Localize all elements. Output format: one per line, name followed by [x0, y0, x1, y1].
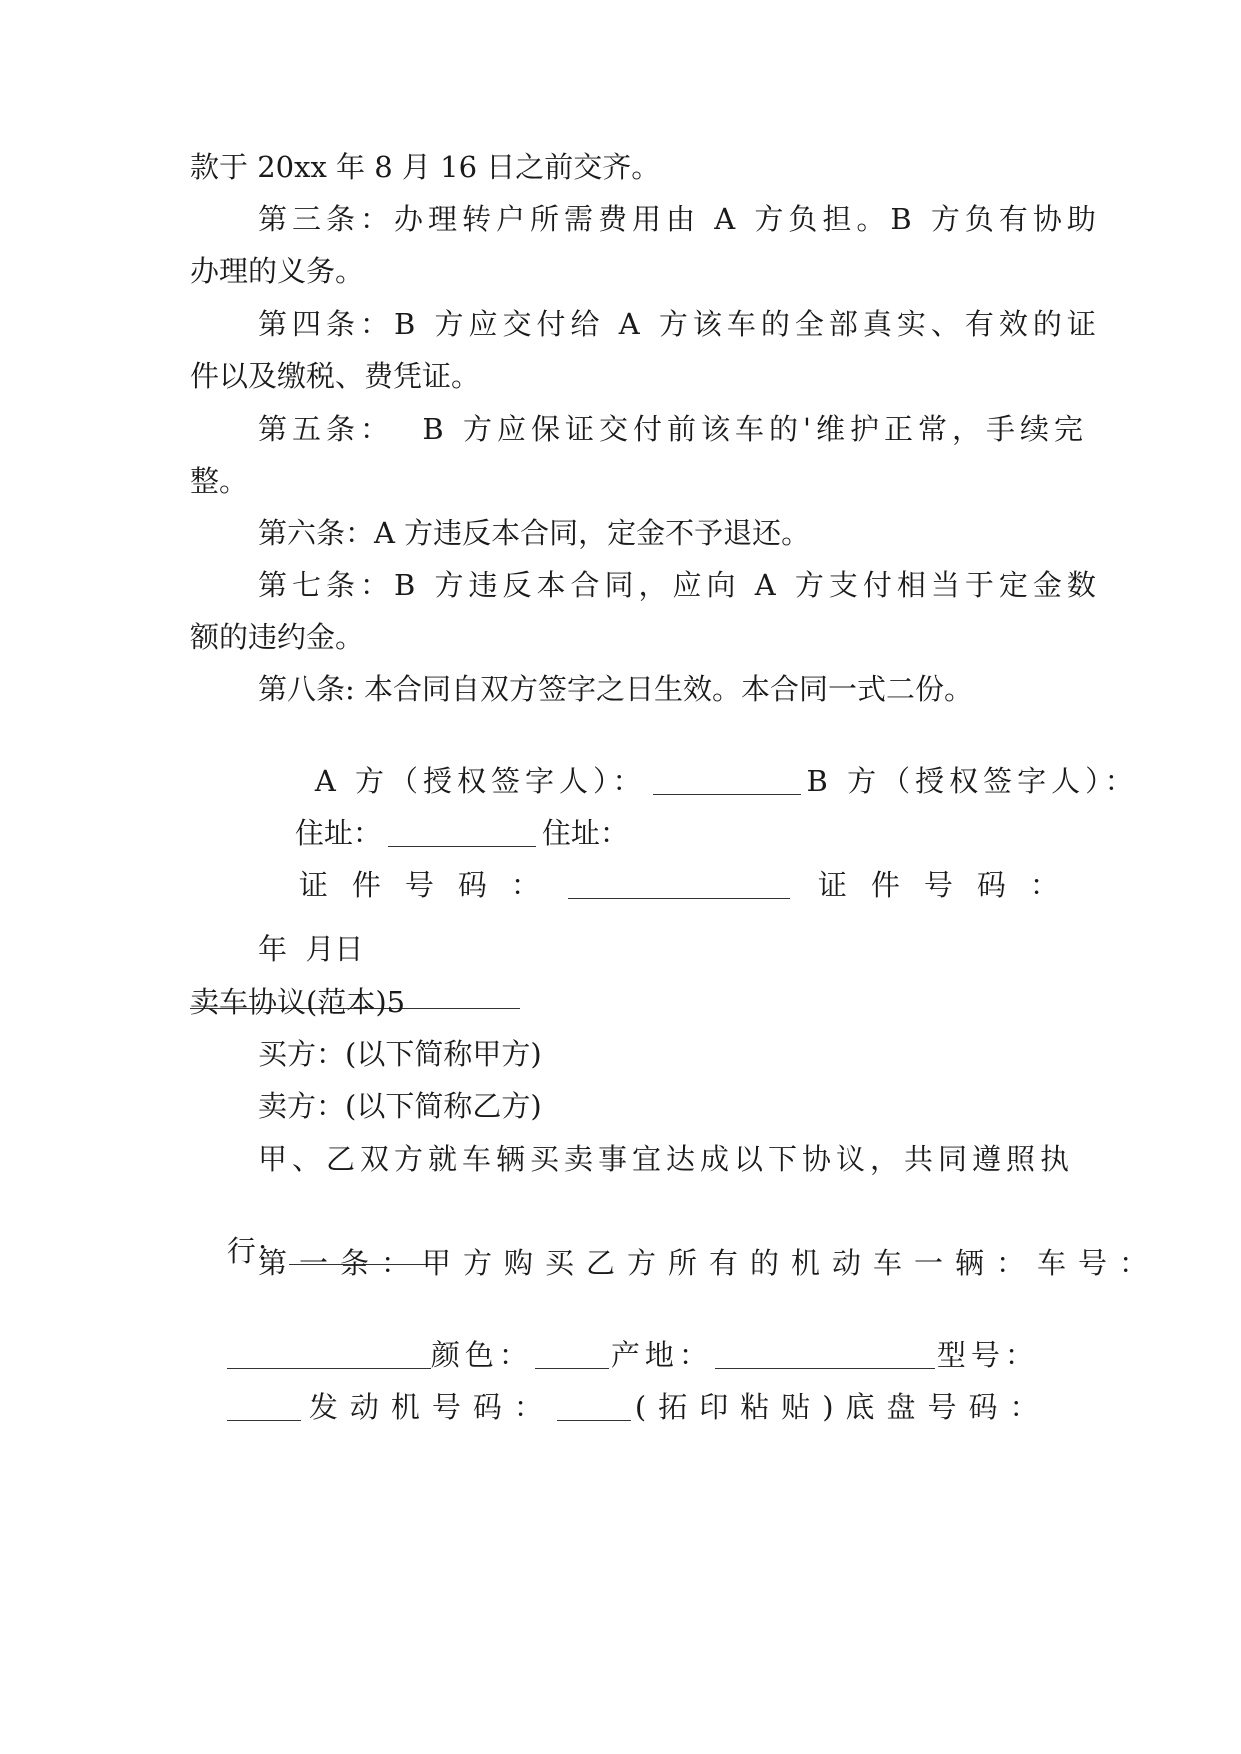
- clause-four-line2: 件以及缴税、费凭证。: [190, 359, 481, 393]
- party-a-signer-label: A 方（授权签字人）：: [314, 764, 647, 798]
- party-a-address-label: 住址：: [294, 816, 382, 850]
- party-b-signer-label: B 方（授权签字人）：: [806, 764, 1139, 798]
- clause-one-line3: [190, 1347, 1051, 1467]
- party-a-id-blank[interactable]: [568, 868, 790, 899]
- clause-seven-line2: 额的违约金。: [190, 620, 365, 654]
- seller-line: 卖方：(以下简称乙方): [258, 1089, 542, 1123]
- preamble-line1: 甲、乙双方就车辆买卖事宜达成以下协议，共同遵照执: [258, 1142, 1075, 1176]
- id-number-row: [262, 825, 1083, 945]
- party-b-address-label: 住址：: [541, 816, 629, 850]
- model-blank[interactable]: [227, 1390, 301, 1421]
- party-b-id-label: 证件号码：: [817, 868, 1083, 902]
- buyer-line: 买方：(以下简称甲方): [258, 1037, 542, 1071]
- agreement-title: 卖车协议(范本)5: [190, 985, 406, 1019]
- chassis-number-label: (拓印粘贴)底盘号码：: [634, 1390, 1051, 1424]
- party-a-id-label: 证件号码：: [298, 868, 564, 902]
- party-a-signer-blank[interactable]: [653, 764, 801, 795]
- clause-five-line1: 第五条： B 方应保证交付前该车的'维护正常，手续完: [258, 412, 1088, 446]
- date-line: 年 月日: [258, 932, 364, 966]
- clause-three-line2: 办理的义务。: [190, 254, 365, 288]
- origin-label: 产地：: [610, 1338, 713, 1372]
- clause-eight: 第八条: 本合同自双方签字之日生效。本合同一式二份。: [258, 672, 973, 706]
- clause-five-line2: 整。: [190, 464, 249, 498]
- preamble-label: 行：: [226, 1234, 285, 1268]
- model-label: 型号：: [936, 1338, 1039, 1372]
- clause-six: 第六条：A 方违反本合同，定金不予退还。: [258, 516, 811, 550]
- clause-four-line1: 第四条：B 方应交付给 A 方该车的全部真实、有效的证: [258, 307, 1101, 341]
- clause-three-line1: 第三条：办理转户所需费用由 A 方负担。B 方负有协助: [258, 202, 1101, 236]
- clause-seven-line1: 第七条：B 方违反本合同，应向 A 方支付相当于定金数: [258, 568, 1101, 602]
- engine-number-label: 发动机号码：: [308, 1390, 555, 1424]
- clause-one-line1: 第一条：甲方购买乙方所有的机动车一辆：车号：: [258, 1246, 1161, 1280]
- color-label: 颜色：: [430, 1338, 533, 1372]
- text-line-payment-deadline: 款于 20xx 年 8 月 16 日之前交齐。: [190, 150, 661, 184]
- engine-number-blank[interactable]: [557, 1390, 631, 1421]
